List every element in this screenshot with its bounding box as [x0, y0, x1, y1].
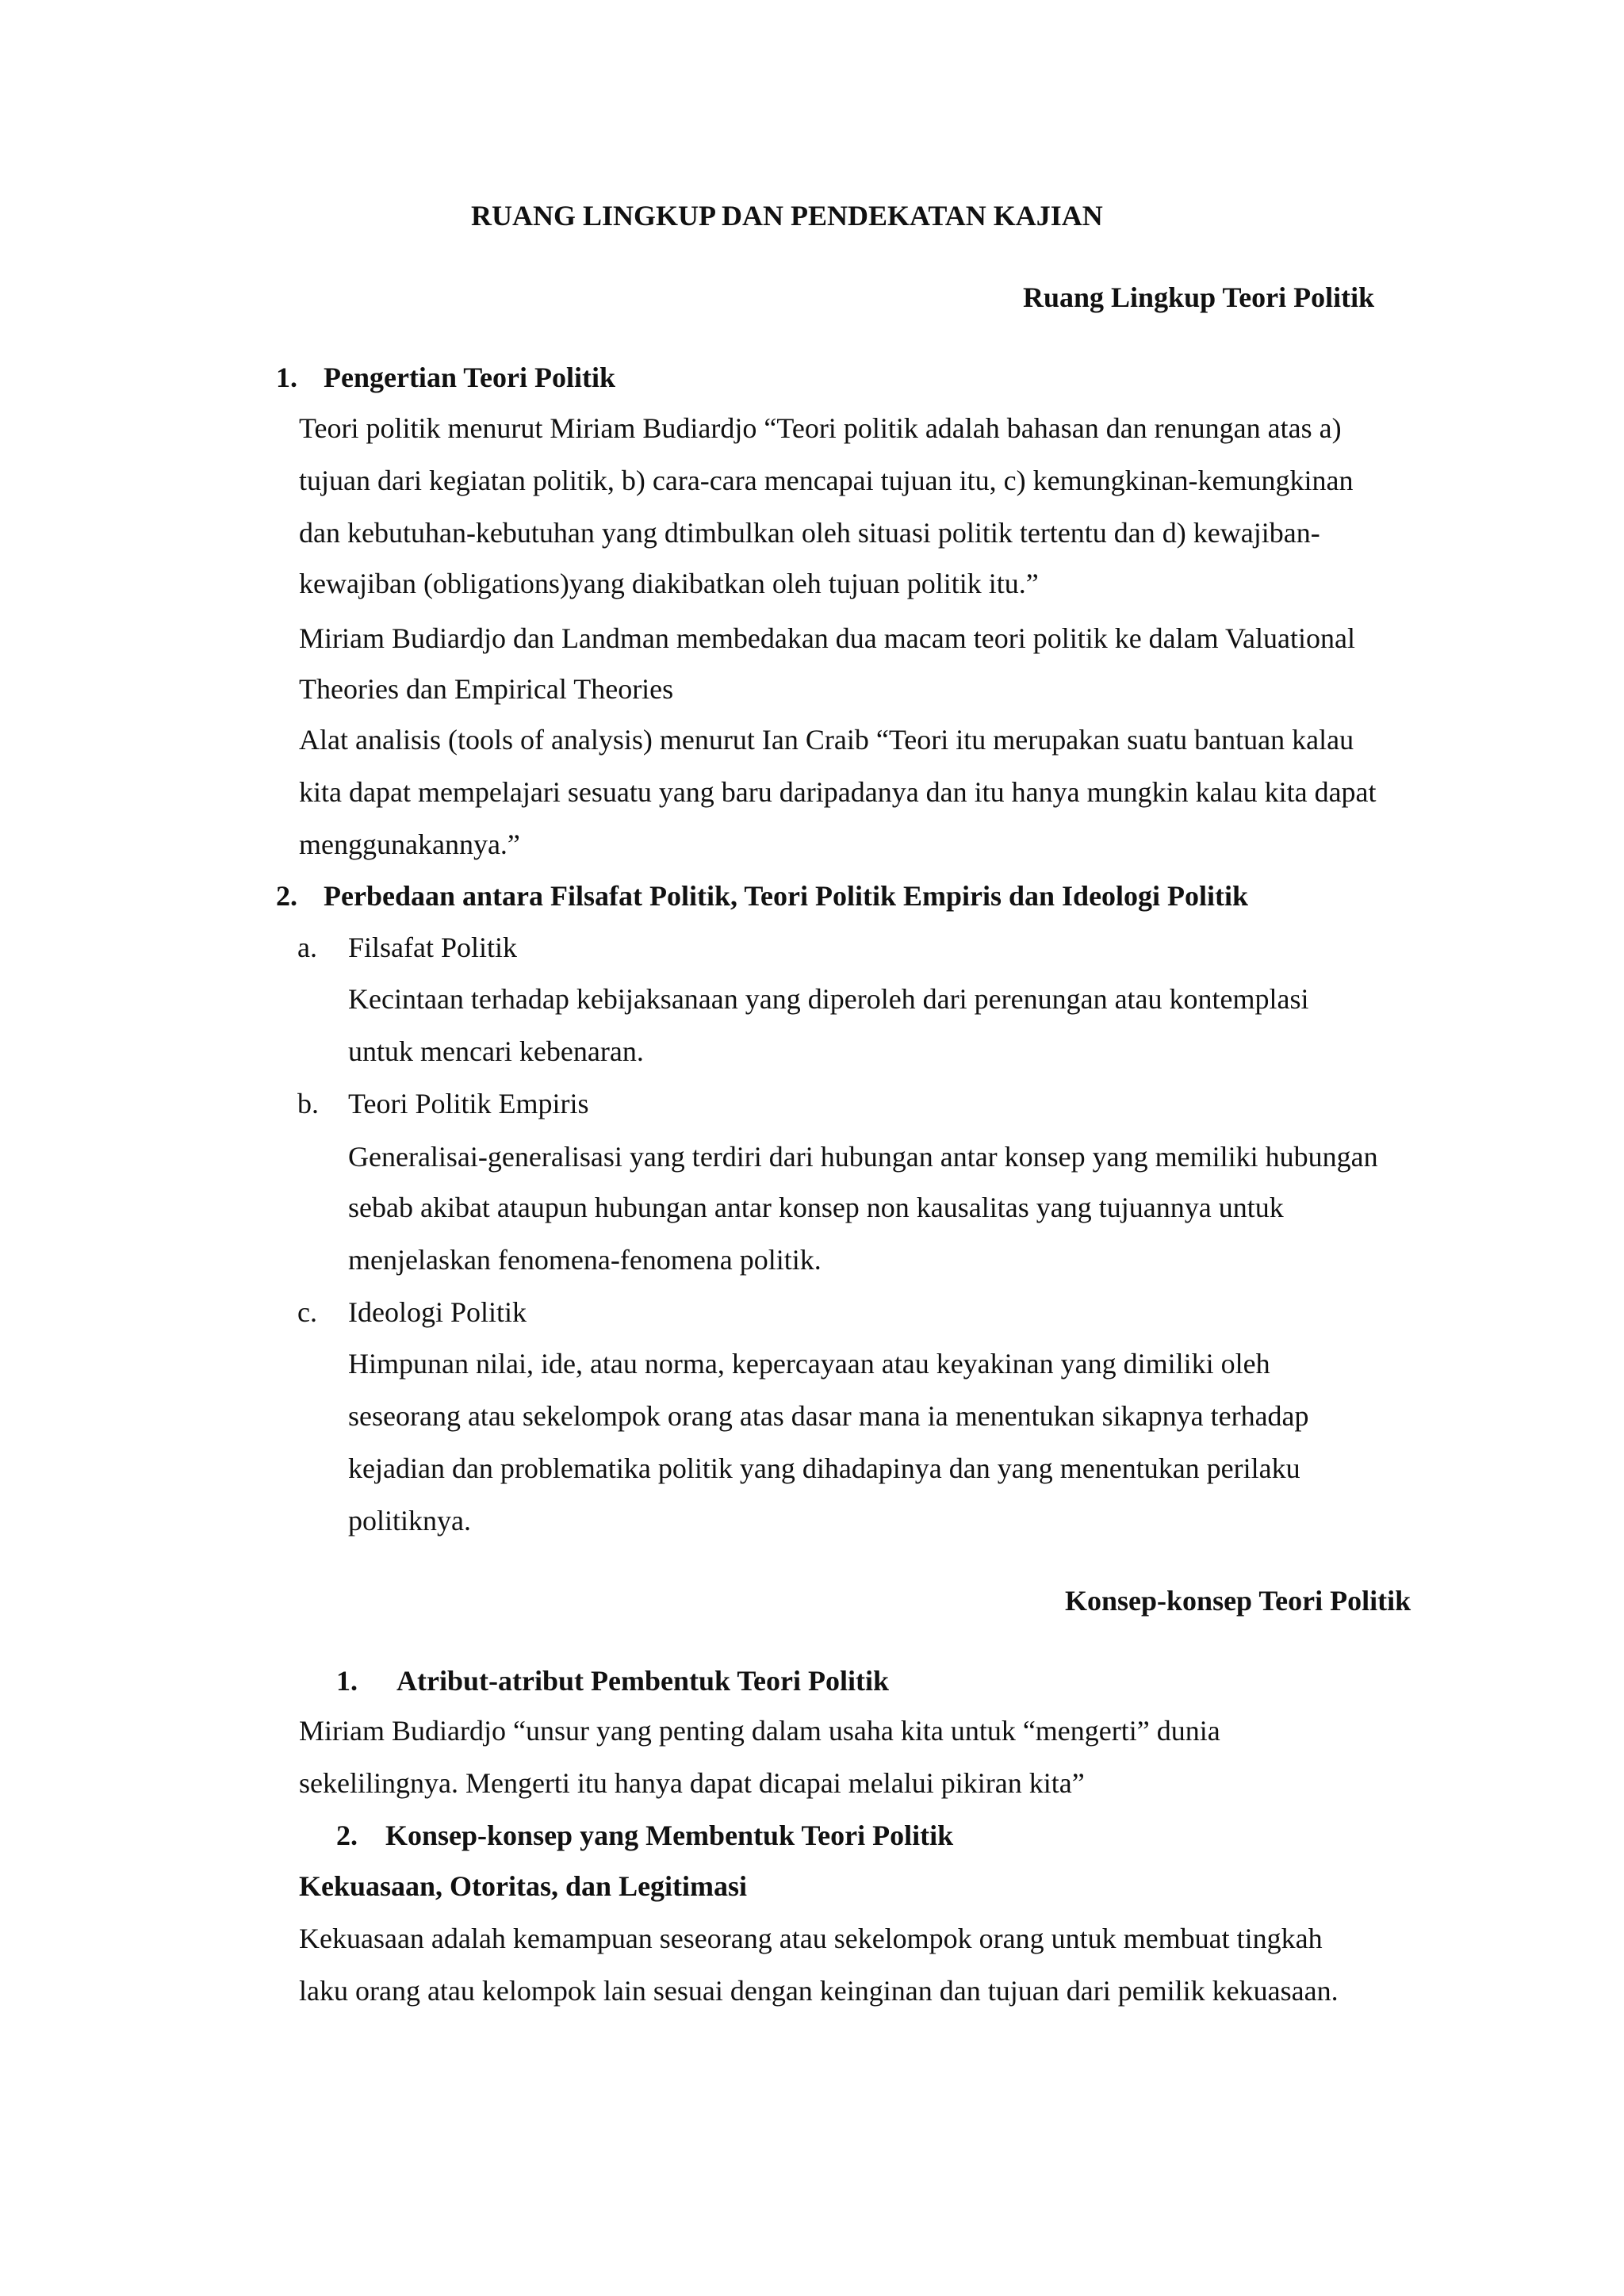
sub-item-letter: c. — [297, 1296, 317, 1328]
document-title: RUANG LINGKUP DAN PENDEKATAN KAJIAN — [471, 200, 1103, 232]
list-item-heading — [276, 360, 615, 395]
paragraph-line: untuk mencari kebenaran. — [348, 1035, 644, 1067]
list-item-title: Pengertian Teori Politik — [324, 362, 615, 393]
paragraph-line: Himpunan nilai, ide, atau norma, kepercayaan atau keyakinan yang dimiliki oleh — [348, 1348, 1270, 1380]
paragraph-line: kita dapat mempelajari sesuatu yang baru daripadanya dan itu hanya mungkin kalau kita dapat — [299, 776, 1377, 808]
paragraph-line: Theories dan Empirical Theories — [299, 673, 674, 705]
paragraph-line: Miriam Budiardjo “unsur yang penting dalam usaha kita untuk “mengerti” dunia — [299, 1715, 1220, 1747]
list-item-title: Atribut-atribut Pembentuk Teori Politik — [396, 1665, 890, 1697]
paragraph-line: Alat analisis (tools of analysis) menurut Ian Craib “Teori itu merupakan suatu bantuan kalau — [299, 724, 1354, 756]
sub-item-heading — [297, 1086, 588, 1121]
subheading: Kekuasaan, Otoritas, dan Legitimasi — [299, 1870, 748, 1902]
sub-item-title: Teori Politik Empiris — [348, 1088, 589, 1119]
sub-item-heading — [297, 930, 517, 965]
paragraph-line: Kekuasaan adalah kemampuan seseorang atau sekelompok orang untuk membuat tingkah — [299, 1923, 1323, 1954]
sub-item-letter: b. — [297, 1088, 319, 1119]
paragraph-line: sebab akibat ataupun hubungan antar konsep non kausalitas yang tujuannya untuk — [348, 1192, 1284, 1223]
list-item-heading — [336, 1663, 889, 1698]
sub-item-heading — [297, 1295, 527, 1330]
paragraph-line: laku orang atau kelompok lain sesuai dengan keinginan dan tujuan dari pemilik kekuasaan. — [299, 1975, 1339, 2007]
list-number: 2. — [276, 880, 297, 912]
paragraph-line: menjelaskan fenomena-fenomena politik. — [348, 1244, 822, 1276]
paragraph-line: Kecintaan terhadap kebijaksanaan yang diperoleh dari perenungan atau kontemplasi — [348, 983, 1309, 1015]
paragraph-line: seseorang atau sekelompok orang atas dasar mana ia menentukan sikapnya terhadap — [348, 1400, 1309, 1432]
paragraph-line: Teori politik menurut Miriam Budiardjo “Teori politik adalah bahasan dan renungan atas a) — [299, 412, 1342, 444]
list-item-heading — [336, 1818, 953, 1853]
list-number: 1. — [336, 1665, 358, 1697]
sub-item-title: Filsafat Politik — [348, 932, 518, 963]
sub-item-letter: a. — [297, 932, 317, 963]
section-heading-konsep: Konsep-konsep Teori Politik — [1065, 1585, 1411, 1617]
list-item-heading — [276, 878, 1248, 913]
paragraph-line: kewajiban (obligations)yang diakibatkan oleh tujuan politik itu.” — [299, 568, 1039, 599]
list-item-title: Konsep-konsep yang Membentuk Teori Politik — [385, 1820, 954, 1851]
list-number: 2. — [336, 1820, 358, 1851]
paragraph-line: menggunakannya.” — [299, 828, 520, 860]
sub-item-title: Ideologi Politik — [348, 1296, 527, 1328]
paragraph-line: sekelilingnya. Mengerti itu hanya dapat dicapai melalui pikiran kita” — [299, 1767, 1085, 1799]
paragraph-line: dan kebutuhan-kebutuhan yang dtimbulkan oleh situasi politik tertentu dan d) kewajiban- — [299, 517, 1320, 549]
paragraph-line: politiknya. — [348, 1505, 471, 1536]
paragraph-line: tujuan dari kegiatan politik, b) cara-cara mencapai tujuan itu, c) kemungkinan-kemungkinan — [299, 465, 1354, 496]
section-heading-ruang-lingkup: Ruang Lingkup Teori Politik — [1023, 281, 1375, 313]
paragraph-line: Miriam Budiardjo dan Landman membedakan dua macam teori politik ke dalam Valuational — [299, 622, 1355, 654]
paragraph-line: Generalisai-generalisasi yang terdiri dari hubungan antar konsep yang memiliki hubungan — [348, 1141, 1378, 1173]
list-number: 1. — [276, 362, 297, 393]
paragraph-line: kejadian dan problematika politik yang dihadapinya dan yang menentukan perilaku — [348, 1452, 1300, 1484]
list-item-title: Perbedaan antara Filsafat Politik, Teori Politik Empiris dan Ideologi Politik — [324, 880, 1249, 912]
